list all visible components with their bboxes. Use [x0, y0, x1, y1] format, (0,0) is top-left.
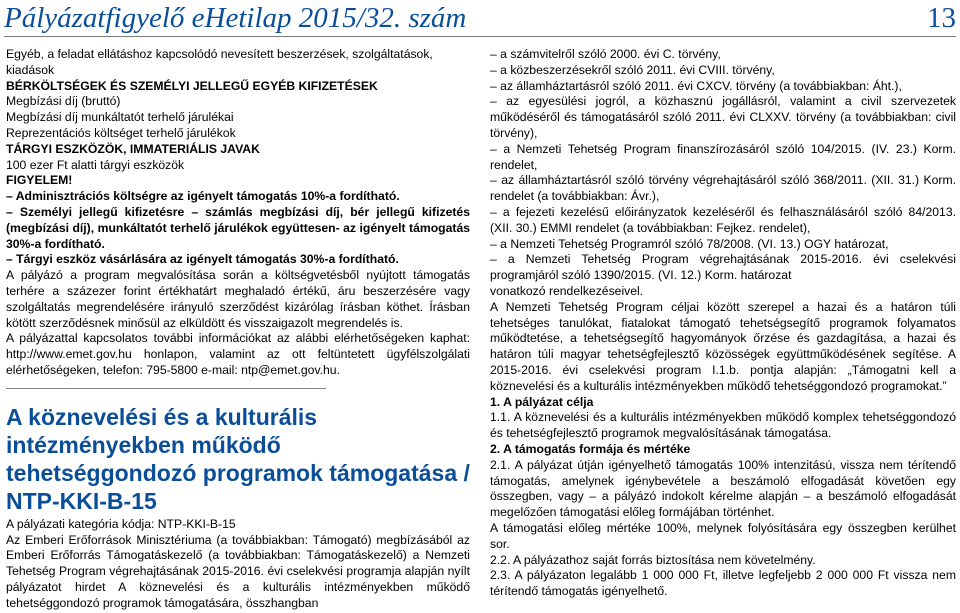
cost-item: Reprezentációs költséget terhelő járulékok [6, 125, 236, 140]
law-item: – az államháztartásról szóló 2011. évi CXCV. törvény (a továbbiakban: Áht.), [490, 78, 902, 93]
article-title: A köznevelési és a kulturális intézményekben működő tehetséggondozó programok támogatása / NTP-KKI-B-15 [6, 403, 470, 514]
cost-heading: BÉRKÖLTSÉGEK ÉS SZEMÉLYI JELLEGŰ EGYÉB KIFIZETÉSEK [6, 78, 378, 93]
law-item: – az egyesülési jogról, a közhasznú jogállásról, valamint a civil szervezetek működéséről és támogatásáról szóló 2011. évi CLXXV. törvény (a továbbiakban: civil törvény), [490, 94, 956, 140]
page-header [4, 0, 956, 40]
advance-text: A támogatási előleg mértéke 100%, melynek folyósítására egy összegben kerülhet sor. [490, 520, 956, 551]
contract-paragraph: A pályázó a program megvalósítása során a költségvetésből nyújtott támogatás terhére a százezer forint értékhatárt meghaladó értékű, áru beszerzésére vagy szolgáltatás megrendelésére irányuló szerződést kizárólag írásban köthet. Írásban kötött szerződésnek minősül az elküldött és visszaigazolt megrendelés is. [6, 268, 470, 330]
section-heading-goal: 1. A pályázat célja [490, 394, 594, 409]
amount-text: 2.3. A pályázaton legalább 1 000 000 Ft, illetve legfeljebb 2 000 000 Ft vissza nem térítendő támogatás igényelhető. [490, 568, 956, 599]
page-number: 13 [927, 2, 956, 34]
law-item: – a fejezeti kezelésű előirányzatok kezeléséről és felhasználásáról szóló 84/2013. (XII. 30.) EMMI rendelet (a továbbiakban: Fejkez. rendelet), [490, 204, 956, 235]
cost-item: Egyéb, a feladat ellátáshoz kapcsolódó nevesített beszerzések, szolgáltatások, kiadások [6, 47, 433, 77]
cost-heading: TÁRGYI ESZKÖZÖK, IMMATERIÁLIS JAVAK [6, 141, 260, 156]
right-column [490, 47, 956, 600]
section-heading-form: 2. A támogatás formája és mértéke [490, 441, 691, 456]
law-item: – a Nemzeti Tehetség Program végrehajtásának 2015-2016. évi cselekvési programjáról szóló 1390/2015. (VI. 12.) Korm. határozat [490, 252, 956, 283]
support-form-text: 2.1. A pályázat útján igényelhető támogatás 100% intenzitású, vissza nem térítendő támogatás, amelynek igénybevétele a beszámoló elfogadását követően egy összegben, vagy – a pályázó indokolt kérelme alapján – a beszámoló elfogadását megelőzően támogatási előleg formájában történhet. [490, 457, 956, 520]
law-item: – a Nemzeti Tehetség Programról szóló 78/2008. (VI. 13.) OGY határozat, [490, 236, 889, 251]
rule-personnel: – Személyi jellegű kifizetésre – számlás megbízási díj, bér jellegű kifizetés (megbízási díj), munkáltatót terhelő járulékok együttesen- az igényelt támogatás 30%-a fordítható. [6, 204, 470, 251]
article-intro: Az Emberi Erőforrások Minisztériuma (a továbbiakban: Támogató) megbízásából az Emberi Erőforrás Támogatáskezelő (a továbbiakban: Támogatáskezelő) a Nemzeti Tehetség Program végrehajtásának 2015-2016. évi cselekvési programja alapján nyílt pályázatot hirdet A köznevelési és a kulturális intézményekben működő tehetséggondozó programok támogatására, összhangban [6, 532, 470, 610]
header-rule [4, 36, 956, 37]
cost-item: Megbízási díj munkáltatót terhelő járulékai [6, 110, 234, 125]
section-divider [6, 388, 326, 389]
header-title: Pályázatfigyelő eHetilap 2015/32. szám [4, 2, 467, 34]
contact-paragraph: A pályázattal kapcsolatos további információkat az alábbi elérhetőségeken kaphat: http://www.emet.gov.hu honlapon, valamint az ott feltüntetett ügyfélszolgálati elérhetőségeken, telefon: 795-5800 e-mail: ntp@emet.gov.hu. [6, 331, 470, 377]
warning-label: FIGYELEM! [6, 173, 73, 188]
rule-admin: – Adminisztrációs költségre az igényelt támogatás 10%-a fordítható. [6, 189, 400, 204]
law-item: – az államháztartásról szóló törvény végrehajtásáról szóló 368/2011. (XII. 31.) Korm. rendelet (a továbbiakban: Ávr.), [490, 173, 956, 204]
rule-assets: – Tárgyi eszköz vásárlására az igényelt támogatás 30%-a fordítható. [6, 252, 399, 267]
law-item: – a közbeszerzésekről szóló 2011. évi CVIII. törvény, [490, 62, 775, 77]
law-closing: vonatkozó rendelkezéseivel. [490, 283, 644, 298]
own-source-text: 2.2. A pályázathoz saját forrás biztosítása nem követelmény. [490, 552, 816, 567]
category-code: A pályázati kategória kódja: NTP-KKI-B-15 [6, 516, 236, 531]
goal-text: 1.1. A köznevelési és a kulturális intézményekben működő komplex tehetséggondozó és tehetségfejlesztő programok megvalósításának támogatása. [490, 410, 956, 441]
law-item: – a számvitelről szóló 2000. évi C. törvény, [490, 47, 721, 61]
law-item: – a Nemzeti Tehetség Program finanszírozásáról szóló 104/2015. (IV. 23.) Korm. rendelet, [490, 141, 956, 172]
program-goals: A Nemzeti Tehetség Program céljai között szerepel a hazai és a határon túli tehetséges tanulókat, fiatalokat támogató tehetségsegítő programok folyamatos működtetése, a tehetségsegítő hagyományok őrzése és gazdagítása, a hazai és határon túli magyar tehetségfejlesztő közösségek együttműködésének segítése. A 2015-2016. évi cselekvési program I.1.b. pontja alapján: „Támogatni kell a köznevelési és a kulturális intézményekben működő tehetséggondozó programokat.” [490, 299, 956, 393]
cost-item: Megbízási díj (bruttó) [6, 94, 121, 109]
cost-item: 100 ezer Ft alatti tárgyi eszközök [6, 157, 185, 172]
left-column [6, 47, 470, 612]
